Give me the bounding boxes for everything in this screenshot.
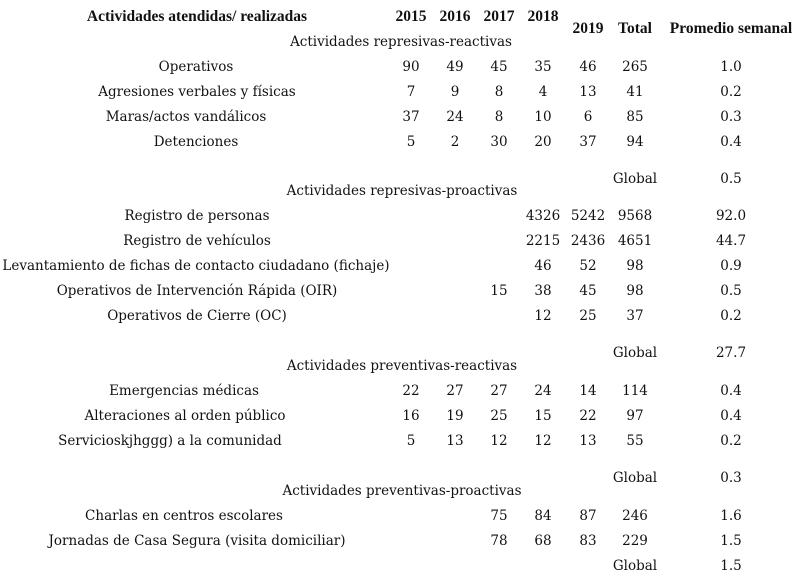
header-weekly-average: Promedio semanal — [669, 20, 793, 37]
year-value: 22 — [402, 383, 420, 399]
total-value: 9568 — [617, 208, 653, 224]
row-label: Registro de personas — [124, 208, 270, 224]
total-value: 4651 — [617, 233, 653, 249]
section-title: Actividades represivas-reactivas — [290, 34, 512, 50]
global-value: 0.5 — [720, 171, 742, 187]
year-value: 68 — [534, 533, 552, 549]
total-value: 85 — [626, 109, 644, 125]
weekly-average-value: 1.6 — [720, 508, 742, 524]
weekly-average-value: 0.4 — [720, 134, 742, 150]
year-value: 90 — [402, 59, 420, 75]
global-label: Global — [612, 470, 658, 486]
total-value: 41 — [626, 84, 644, 100]
total-value: 98 — [626, 258, 644, 274]
year-value: 16 — [402, 408, 420, 424]
weekly-average-value: 0.2 — [720, 84, 742, 100]
weekly-average-value: 1.5 — [720, 533, 742, 549]
weekly-average-value: 92.0 — [715, 208, 747, 224]
year-value: 4 — [538, 84, 548, 100]
year-value: 83 — [579, 533, 597, 549]
weekly-average-value: 1.0 — [720, 59, 742, 75]
weekly-average-value: 0.4 — [720, 383, 742, 399]
year-value: 30 — [490, 134, 508, 150]
total-value: 94 — [626, 134, 644, 150]
year-value: 37 — [579, 134, 597, 150]
year-value: 22 — [579, 408, 597, 424]
year-value: 37 — [402, 109, 420, 125]
total-value: 265 — [622, 59, 648, 75]
weekly-average-value: 0.4 — [720, 408, 742, 424]
weekly-average-value: 44.7 — [715, 233, 747, 249]
year-value: 14 — [579, 383, 597, 399]
year-value: 19 — [446, 408, 464, 424]
header-activities: Actividades atendidas/ realizadas — [86, 8, 308, 25]
weekly-average-value: 0.2 — [720, 308, 742, 324]
year-value: 20 — [534, 134, 552, 150]
year-value: 2436 — [570, 233, 606, 249]
header-year: 2018 — [527, 8, 559, 25]
row-label: Levantamiento de fichas de contacto ciudadano (fichaje) — [2, 258, 390, 274]
row-label: Operativos — [158, 59, 234, 75]
year-value: 25 — [490, 408, 508, 424]
year-value: 12 — [534, 308, 552, 324]
year-value: 25 — [579, 308, 597, 324]
row-label: Emergencias médicas — [109, 383, 259, 399]
year-value: 24 — [446, 109, 464, 125]
year-value: 49 — [446, 59, 464, 75]
total-value: 246 — [622, 508, 648, 524]
section-title: Actividades preventivas-reactivas — [286, 358, 518, 374]
year-value: 10 — [534, 109, 552, 125]
year-value: 75 — [490, 508, 508, 524]
year-value: 27 — [446, 383, 464, 399]
header-year: 2017 — [483, 8, 515, 25]
year-value: 78 — [490, 533, 508, 549]
total-value: 98 — [626, 283, 644, 299]
row-label: Maras/actos vandálicos — [105, 109, 267, 125]
year-value: 13 — [579, 84, 597, 100]
global-value: 27.7 — [715, 345, 747, 361]
year-value: 7 — [406, 84, 416, 100]
year-value: 2215 — [525, 233, 561, 249]
total-value: 229 — [622, 533, 648, 549]
year-value: 35 — [534, 59, 552, 75]
year-value: 38 — [534, 283, 552, 299]
header-year: 2016 — [439, 8, 471, 25]
row-label: Agresiones verbales y físicas — [98, 84, 296, 100]
year-value: 45 — [490, 59, 508, 75]
year-value: 5 — [406, 134, 416, 150]
year-value: 15 — [534, 408, 552, 424]
year-value: 5242 — [570, 208, 606, 224]
year-value: 27 — [490, 383, 508, 399]
year-value: 13 — [579, 433, 597, 449]
year-value: 2 — [450, 134, 460, 150]
row-label: Alteraciones al orden público — [84, 408, 286, 424]
year-value: 52 — [579, 258, 597, 274]
year-value: 6 — [583, 109, 593, 125]
total-value: 114 — [622, 383, 648, 399]
header-year: 2019 — [572, 20, 604, 37]
global-label: Global — [612, 345, 658, 361]
global-value: 1.5 — [720, 558, 742, 574]
year-value: 13 — [446, 433, 464, 449]
year-value: 45 — [579, 283, 597, 299]
year-value: 9 — [450, 84, 460, 100]
weekly-average-value: 0.3 — [720, 109, 742, 125]
global-value: 0.3 — [720, 470, 742, 486]
year-value: 46 — [534, 258, 552, 274]
section-title: Actividades preventivas-proactivas — [282, 483, 522, 499]
year-value: 46 — [579, 59, 597, 75]
global-label: Global — [612, 558, 658, 574]
total-value: 97 — [626, 408, 644, 424]
year-value: 15 — [490, 283, 508, 299]
row-label: Operativos de Intervención Rápida (OIR) — [56, 283, 338, 299]
global-label: Global — [612, 171, 658, 187]
total-value: 37 — [626, 308, 644, 324]
weekly-average-value: 0.9 — [720, 258, 742, 274]
row-label: Charlas en centros escolares — [85, 508, 283, 524]
row-label: Detenciones — [153, 134, 239, 150]
weekly-average-value: 0.5 — [720, 283, 742, 299]
row-label: Jornadas de Casa Segura (visita domiciliar) — [48, 533, 346, 549]
year-value: 84 — [534, 508, 552, 524]
row-label: Registro de vehículos — [123, 233, 271, 249]
year-value: 87 — [579, 508, 597, 524]
row-label: Operativos de Cierre (OC) — [107, 308, 287, 324]
weekly-average-value: 0.2 — [720, 433, 742, 449]
row-label: Servicioskjhggg) a la comunidad — [58, 433, 282, 449]
section-title: Actividades represivas-proactivas — [286, 183, 518, 199]
total-value: 55 — [626, 433, 644, 449]
header-year: 2015 — [395, 8, 427, 25]
year-value: 8 — [494, 84, 504, 100]
header-total: Total — [618, 20, 652, 37]
year-value: 12 — [534, 433, 552, 449]
year-value: 5 — [406, 433, 416, 449]
year-value: 24 — [534, 383, 552, 399]
year-value: 12 — [490, 433, 508, 449]
year-value: 8 — [494, 109, 504, 125]
year-value: 4326 — [525, 208, 561, 224]
